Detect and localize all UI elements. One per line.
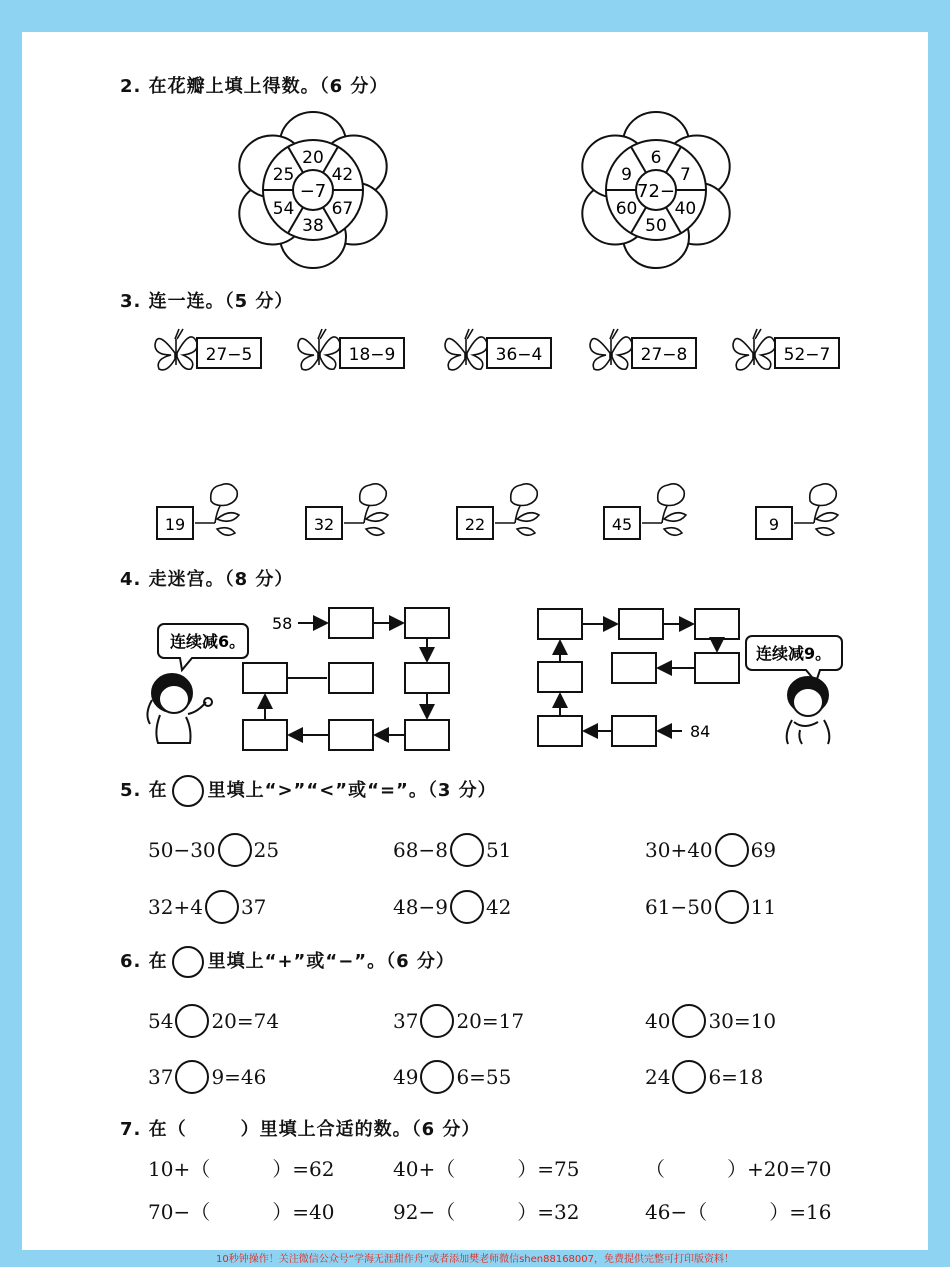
q5-equation: 68−8 51 [393,833,511,867]
q6-equation: 24 6=18 [645,1060,763,1094]
flower-number: 50 [645,216,667,236]
flower-number: 42 [331,165,354,185]
q7-equation: 40+（ ）=75 [393,1157,580,1181]
q5-equation: 32+4 37 [148,890,266,924]
answer-number: 9 [768,515,780,534]
flower-center-operation: 72− [637,181,675,202]
flower-number: 20 [302,148,324,168]
expression-text: 27−8 [640,345,688,365]
flower-number: 67 [331,199,354,219]
answer-blank[interactable] [707,1199,769,1223]
flower-number: 54 [272,199,295,219]
answer-number: 19 [164,515,186,534]
footer-note: 10秒钟操作！关注微信公众号“学海无涯甜作舟”或者添加樊老师微信shen88168007，免费提供完整可打印版资料！ [215,1254,735,1265]
flower-number: 7 [680,165,691,185]
maze-right-box[interactable] [695,609,739,639]
answer-circle[interactable] [450,833,484,867]
flower-number: 60 [615,199,638,219]
flower-number: 9 [621,165,632,185]
maze-right-box[interactable] [538,662,582,692]
expression-text: 36−4 [495,345,543,365]
maze-left-start: 58 [272,614,293,633]
answer-blank[interactable] [210,1199,272,1223]
bubble-left-text: 连续减6。 [170,632,246,651]
flower-number: 6 [650,148,662,168]
maze-left-box[interactable] [405,663,449,693]
maze-left-box[interactable] [329,720,373,750]
q4-title: 4. 走迷宫。（8 分） [120,569,294,590]
circle-symbol-icon [172,946,204,978]
answer-circle[interactable] [218,833,252,867]
answer-circle[interactable] [175,1004,209,1038]
maze-right-box[interactable] [695,653,739,683]
answer-circle[interactable] [672,1060,706,1094]
maze-left-box[interactable] [329,663,373,693]
flower-number: 38 [302,216,324,236]
answer-circle[interactable] [175,1060,209,1094]
q5-equation: 50−30 25 [148,833,279,867]
answer-circle[interactable] [450,890,484,924]
maze-left-box[interactable] [329,608,373,638]
answer-blank[interactable] [455,1199,517,1223]
maze-right-box[interactable] [612,653,656,683]
expression-text: 52−7 [783,345,831,365]
q6-title: 6. 在 里填上“+”或“−”。（6 分） [120,946,455,978]
q5-equation: 48−9 42 [393,890,511,924]
q6-equation: 49 6=55 [393,1060,511,1094]
answer-blank[interactable] [455,1156,517,1180]
expression-text: 27−5 [205,345,253,365]
q7-equation: （ ）+20=70 [645,1157,832,1181]
q7-title: 7. 在（ ）里填上合适的数。（6 分） [120,1119,481,1140]
expression-text: 18−9 [348,345,396,365]
q7-equation: 70−（ ）=40 [148,1200,335,1224]
q6-equation: 54 20=74 [148,1004,279,1038]
q6-equation: 37 20=17 [393,1004,524,1038]
q5-equation: 30+40 69 [645,833,776,867]
flower-number: 25 [272,165,295,185]
q2-title: 2. 在花瓣上填上得数。（6 分） [120,76,389,97]
maze-right-box[interactable] [619,609,663,639]
girl-illustration [147,674,212,743]
answer-number: 32 [313,515,335,534]
q7-equation: 46−（ ）=16 [645,1200,832,1224]
maze-left-box[interactable] [405,720,449,750]
q5-title: 5. 在 里填上“>”“<”或“=”。（3 分） [120,775,497,807]
circle-symbol-icon [172,775,204,807]
maze-left-box[interactable] [243,720,287,750]
answer-number: 45 [611,515,633,534]
q5-equation: 61−50 11 [645,890,776,924]
maze-left-box[interactable] [243,663,287,693]
q3-title: 3. 连一连。（5 分） [120,291,294,312]
q7-equation: 92−（ ）=32 [393,1200,580,1224]
answer-number: 22 [464,515,486,534]
answer-blank[interactable] [665,1156,727,1180]
answer-circle[interactable] [672,1004,706,1038]
bubble-right-text: 连续减9。 [756,644,832,663]
flower-number: 40 [674,199,697,219]
q7-equation: 10+（ ）=62 [148,1157,335,1181]
q6-equation: 40 30=10 [645,1004,776,1038]
answer-circle[interactable] [715,833,749,867]
maze-right-box[interactable] [538,609,582,639]
maze-left-box[interactable] [405,608,449,638]
q6-equation: 37 9=46 [148,1060,266,1094]
maze-right-box[interactable] [538,716,582,746]
flower-center-operation: −7 [299,181,327,202]
maze-right-box[interactable] [612,716,656,746]
answer-blank[interactable] [210,1156,272,1180]
answer-circle[interactable] [715,890,749,924]
answer-circle[interactable] [420,1060,454,1094]
maze-right-start: 84 [690,722,711,741]
answer-circle[interactable] [420,1004,454,1038]
answer-circle[interactable] [205,890,239,924]
boy-illustration [787,677,830,744]
